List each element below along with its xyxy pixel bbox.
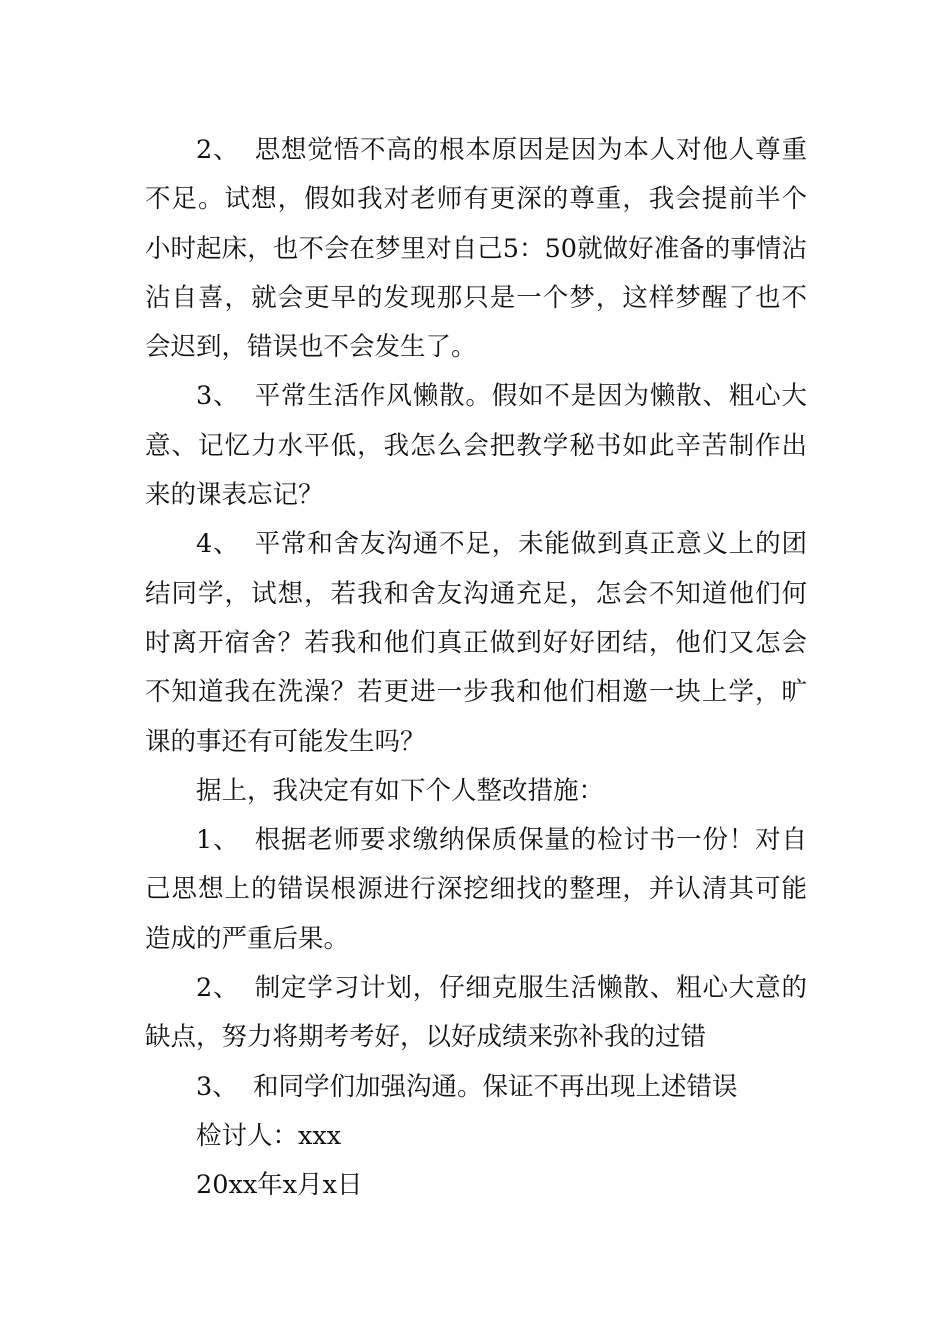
item-number: 2、 bbox=[196, 135, 240, 165]
item-number: 2、 bbox=[196, 973, 240, 1004]
paragraph-text: 根据老师要求缴纳保质保量的检讨书一份！对自己思想上的错误根源进行深挖细找的整理，并认清其可能造成的严重后果。 bbox=[145, 825, 807, 954]
date-line: 20xx年x月x日 bbox=[196, 1170, 363, 1201]
paragraph-text: 据上，我决定有如下个人整改措施： bbox=[196, 775, 605, 806]
item-number: 1、 bbox=[196, 825, 240, 856]
item-number: 4、 bbox=[196, 529, 240, 560]
paragraph-measure-2 bbox=[145, 964, 807, 1063]
paragraph-text: 思想觉悟不高的根本原因是因为本人对他人尊重不足。试想，假如我对老师有更深的尊重，我会提前半个小时起床，也不会在梦里对自己5：50就做好准备的事情沾沾自喜，就会更早的发现那只是一个梦，这样梦醒了也不会迟到，错误也不会发生了。 bbox=[145, 135, 807, 363]
paragraph-text: 制定学习计划，仔细克服生活懒散、粗心大意的缺点，努力将期考考好，以好成绩来弥补我的过错 bbox=[145, 973, 807, 1053]
paragraph-measure-3 bbox=[145, 1063, 807, 1112]
paragraph-text: 平常生活作风懒散。假如不是因为懒散、粗心大意、记忆力水平低，我怎么会把教学秘书如此辛苦制作出来的课表忘记？ bbox=[145, 381, 807, 511]
paragraph-text: 平常和舍友沟通不足，未能做到真正意义上的团结同学，试想，若我和舍友沟通充足，怎会不知道他们何时离开宿舍？若我和他们真正做到好好团结，他们又怎会不知道我在洗澡？若更进一步我和他们相邀一块上学，旷课的事还有可能发生吗？ bbox=[145, 529, 807, 757]
paragraph-reason-4 bbox=[145, 520, 807, 766]
paragraph-measures-intro bbox=[145, 767, 807, 816]
paragraph-measure-1 bbox=[145, 816, 807, 964]
paragraph-text: 和同学们加强沟通。保证不再出现上述错误 bbox=[253, 1071, 738, 1102]
item-number: 3、 bbox=[196, 381, 240, 412]
paragraph-reason-2 bbox=[145, 126, 807, 372]
document-body bbox=[145, 126, 807, 1211]
item-number: 3、 bbox=[196, 1071, 238, 1102]
signature-line: 检讨人：xxx bbox=[196, 1120, 342, 1151]
paragraph-reason-3 bbox=[145, 372, 807, 520]
